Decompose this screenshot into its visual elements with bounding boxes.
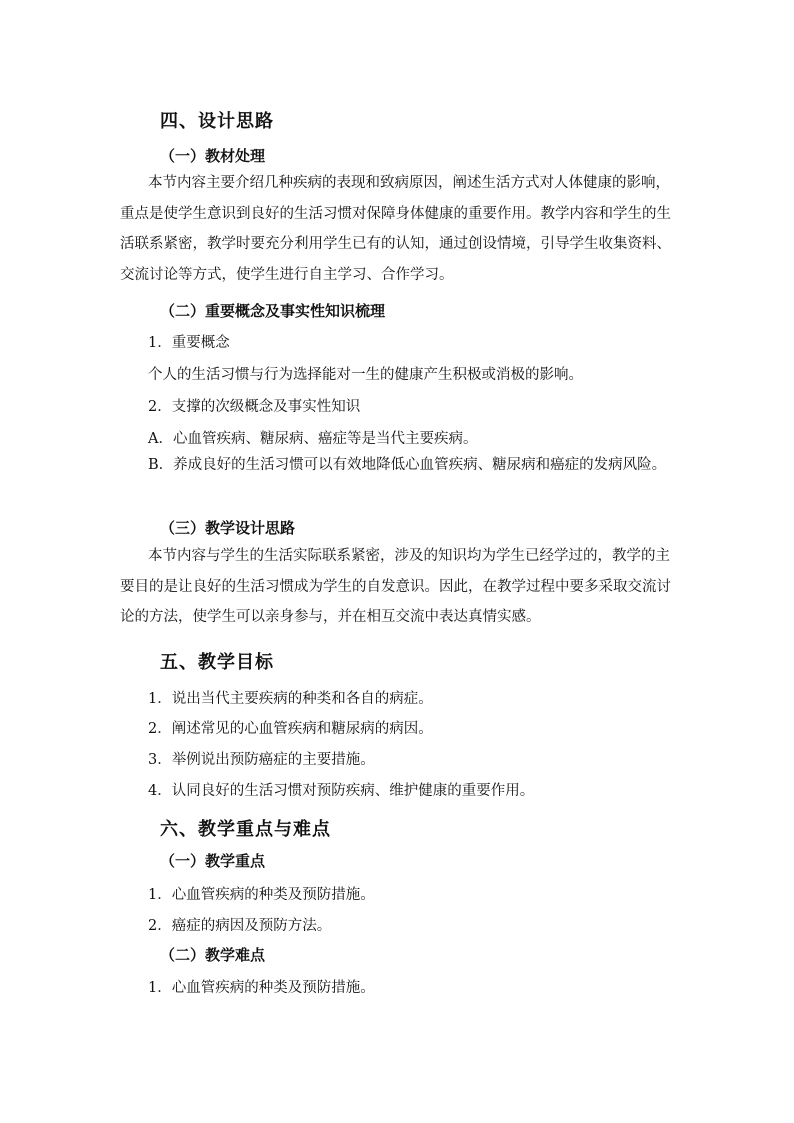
key-point-item-2: 2．癌症的病因及预防方法。 xyxy=(148,918,332,934)
concept-label-1: 1．重要概念 xyxy=(148,335,230,351)
objective-item-4: 4．认同良好的生活习惯对预防疾病、维护健康的重要作用。 xyxy=(148,783,535,799)
section-4-sub3-heading: （三）教学设计思路 xyxy=(160,519,296,537)
concept-item-b: B．养成良好的生活习惯可以有效地降低心血管疾病、糖尿病和癌症的发病风险。 xyxy=(148,457,667,473)
key-point-item-1: 1．心血管疾病的种类及预防措施。 xyxy=(148,887,375,903)
concept-item-a: A．心血管疾病、糖尿病、癌症等是当代主要疾病。 xyxy=(148,431,478,447)
section-4-heading: 四、设计思路 xyxy=(160,111,274,132)
section-5-heading: 五、教学目标 xyxy=(160,652,274,673)
section-4-sub1-paragraph: 本节内容主要介绍几种疾病的表现和致病原因，阐述生活方式对人体健康的影响，重点是使学生意识到良好的生活习惯对保障身体健康的重要作用。教学内容和学生的生活联系紧密，教学时要充分利用学生已有的认知，通过创设情境，引导学生收集资料、交流讨论等方式，使学生进行自主学习、合作学习。 xyxy=(120,175,671,283)
objective-item-2: 2．阐述常见的心血管疾病和糖尿病的病因。 xyxy=(148,721,433,737)
concept-text-1: 个人的生活习惯与行为选择能对一生的健康产生积极或消极的影响。 xyxy=(148,367,583,383)
section-4-sub3-paragraph: 本节内容与学生的生活实际联系紧密，涉及的知识均为学生已经学过的，教学的主要目的是让良好的生活习惯成为学生的自发意识。因此，在教学过程中要多采取交流讨论的方法，使学生可以亲身参与，并在相互交流中表达真情实感。 xyxy=(120,548,671,625)
section-6-heading: 六、教学重点与难点 xyxy=(160,819,331,840)
objective-item-3: 3．举例说出预防癌症的主要措施。 xyxy=(148,752,375,768)
concept-label-2: 2．支撑的次级概念及事实性知识 xyxy=(148,399,361,415)
section-6-sub1-heading: （一）教学重点 xyxy=(160,852,266,870)
difficulty-item-1: 1．心血管疾病的种类及预防措施。 xyxy=(148,980,375,996)
section-6-sub2-heading: （二）教学难点 xyxy=(160,946,266,964)
section-4-sub1-heading: （一）教材处理 xyxy=(160,147,266,165)
section-4-sub2-heading: （二）重要概念及事实性知识梳理 xyxy=(160,302,386,320)
objective-item-1: 1．说出当代主要疾病的种类和各自的病症。 xyxy=(148,691,433,707)
